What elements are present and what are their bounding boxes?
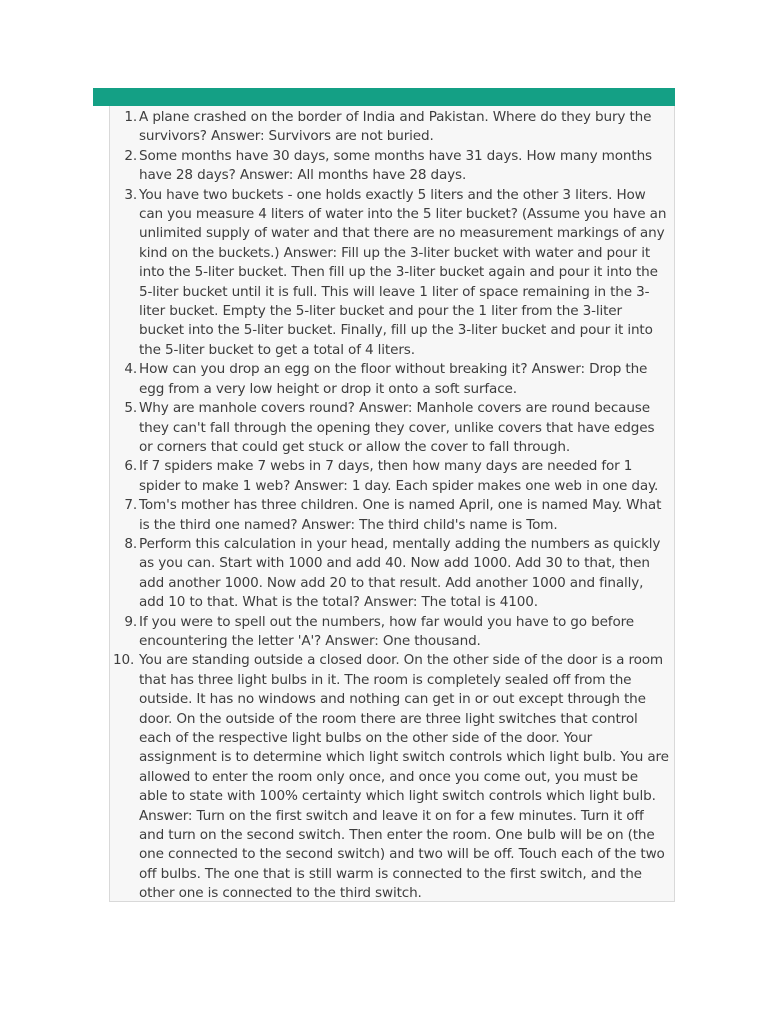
list-item bbox=[124, 399, 670, 457]
list-item bbox=[113, 651, 670, 902]
list-item bbox=[124, 535, 670, 613]
list-item-number: 9. bbox=[124, 613, 137, 630]
list-item bbox=[124, 360, 670, 399]
list-item bbox=[124, 186, 670, 361]
list-item-number: 1. bbox=[124, 109, 137, 125]
list-item-text: You have two buckets - one holds exactly 5 liters and the other 3 liters. How can you measure 4 liters of water into the 5 liter bucket? (Assume you have an unlimited supply of water and that there are no measurement markings of any kind on the buckets.) Answer: Fill up the 3-liter bucket with water and pour it into the 5-liter bucket. Then fill up the 3-liter bucket again and pour it into the 5-liter bucket until it is full. This will leave 1 liter of space remaining in the 3-liter bucket. Empty the 5-liter bucket and pour the 1 liter from the 3-liter bucket into the 5-liter bucket. Finally, fill up the 3-liter bucket and pour it into the 5-liter bucket to get a total of 4 liters. bbox=[139, 186, 667, 358]
list-item-number: 2. bbox=[124, 147, 137, 164]
qa-list bbox=[110, 106, 674, 902]
list-item-text: If 7 spiders make 7 webs in 7 days, then how many days are needed for 1 spider to make 1 web? Answer: 1 day. Each spider makes one web in one day. bbox=[139, 458, 659, 494]
list-item-text: A plane crashed on the border of India and Pakistan. Where do they bury the survivors? Answer: Survivors are not buried. bbox=[139, 109, 652, 145]
list-item-text: Tom's mother has three children. One is named April, one is named May. What is the third one named? Answer: The third child's name is Tom. bbox=[139, 497, 662, 533]
list-item-text: You are standing outside a closed door. On the other side of the door is a room that has three light bulbs in it. The room is completely sealed off from the outside. It has no windows and nothing can get in or out except through the door. On the outside of the room there are three light switches that control each of the respective light bulbs on the other side of the door. Your assignment is to determine which light switch controls which light bulb. You are allowed to enter the room only once, and once you come out, you must be able to state with 100% certainty which light switch controls which light bulb. Answer: Turn on the first switch and leave it on for a few minutes. Turn it off and turn on the second switch. Then enter the room. One bulb will be on (the one connected to the second switch) and two will be off. Touch each of the two off bulbs. The one that is still warm is connected to the first switch, and the other one is connected to the third switch. bbox=[139, 652, 669, 902]
list-item-number: 7. bbox=[124, 497, 137, 514]
list-item bbox=[124, 613, 670, 652]
list-item-text: Some months have 30 days, some months have 31 days. How many months have 28 days? Answer: All months have 28 days. bbox=[139, 147, 652, 184]
list-item bbox=[124, 147, 670, 186]
list-item bbox=[124, 108, 670, 147]
list-item-text: Why are manhole covers round? Answer: Manhole covers are round because they can't fall through the opening they cover, unlike covers that have edges or corners that could get stuck or allow the cover to fall through. bbox=[139, 400, 655, 455]
list-item-number: 6. bbox=[124, 458, 137, 475]
list-item-number: 8. bbox=[124, 535, 137, 552]
list-item-number: 10. bbox=[113, 652, 135, 669]
list-item-text: Perform this calculation in your head, mentally adding the numbers as quickly as you can. Start with 1000 and add 40. Now add 1000. Add 30 to that, then add another 1000. Now add 20 to that result. Add another 1000 and finally, add 10 to that. What is the total? Answer: The total is 4100. bbox=[139, 535, 661, 611]
list-item bbox=[124, 457, 670, 496]
list-item bbox=[124, 496, 670, 535]
list-item-number: 4. bbox=[124, 361, 137, 378]
list-item-text: If you were to spell out the numbers, how far would you have to go before encountering the letter 'A'? Answer: One thousand. bbox=[139, 613, 634, 649]
list-item-text: How can you drop an egg on the floor without breaking it? Answer: Drop the egg from a very low height or drop it onto a soft surface. bbox=[139, 361, 648, 397]
list-item-number: 5. bbox=[124, 400, 137, 417]
qa-list-panel bbox=[109, 106, 675, 902]
header-accent-bar bbox=[93, 88, 675, 106]
list-item-number: 3. bbox=[124, 186, 137, 203]
